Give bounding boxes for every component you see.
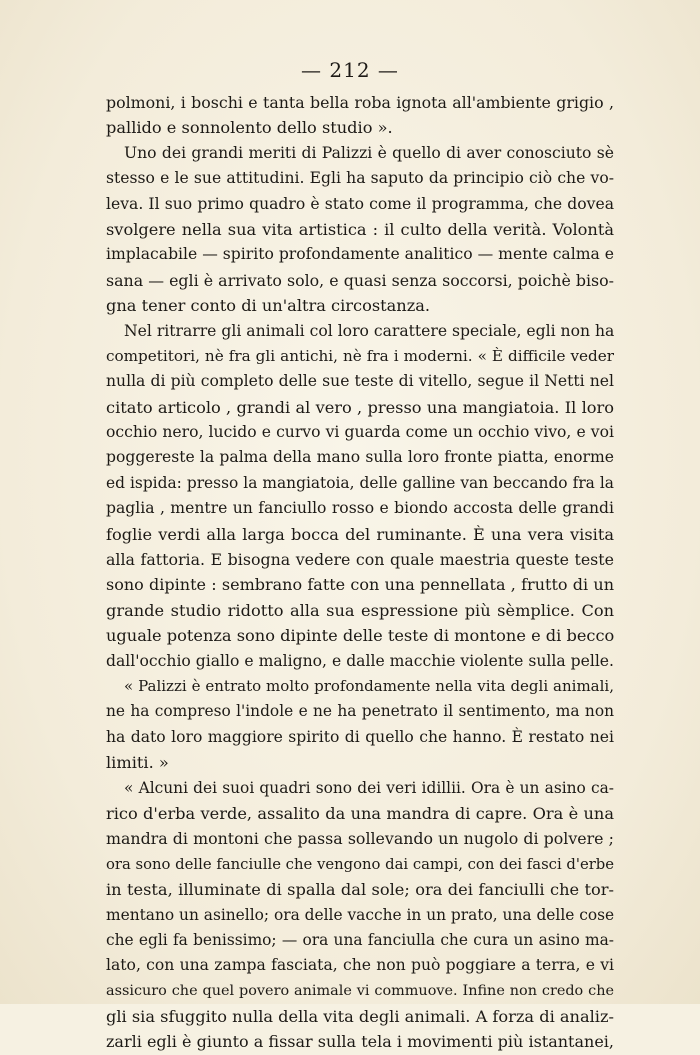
- text-line: foglie verdi alla larga bocca del ruminante. È una vera visita: [106, 524, 614, 544]
- text-line: poggereste la palma della mano sulla loro fronte piatta, enorme: [106, 448, 614, 467]
- text-line: ha dato loro maggiore spirito di quello che hanno. È restato nei: [106, 727, 614, 746]
- text-line: paglia , mentre un fanciullo rosso e biondo accosta delle grandi: [106, 499, 614, 518]
- text-line: occhio nero, lucido e curvo vi guarda come un occhio vivo, e voi: [106, 423, 614, 442]
- text-line: Nel ritrarre gli animali col loro carattere speciale, egli non ha: [124, 321, 614, 340]
- text-line: gna tener conto di un'altra circostanza.: [106, 296, 431, 316]
- text-line: in testa, illuminate di spalla dal sole; ora dei fanciulli che tor-: [106, 880, 614, 900]
- text-line: limiti. »: [106, 753, 169, 773]
- page-number: — 212 —: [301, 58, 399, 82]
- text-line: pallido e sonnolento dello studio ».: [106, 118, 393, 138]
- text-line: gli sia sfuggito nulla della vita degli animali. A forza di analiz-: [106, 1007, 614, 1027]
- text-line: assicuro che quel povero animale vi commuove. Infine non credo che: [106, 982, 614, 999]
- text-line: uguale potenza sono dipinte delle teste di montone e di becco: [106, 626, 614, 646]
- text-line: ora sono delle fanciulle che vengono dai campi, con dei fasci d'erbe: [106, 855, 614, 873]
- body-text: [106, 90, 614, 1055]
- text-line: che egli fa benissimo; — ora una fanciulla che cura un asino ma-: [106, 930, 614, 949]
- text-line: polmoni, i boschi e tanta bella roba ignota all'ambiente grigio ,: [106, 93, 614, 112]
- text-line: nulla di più completo delle sue teste di vitello, segue il Netti nel: [106, 372, 614, 391]
- text-line: « Palizzi è entrato molto profondamente nella vita degli animali,: [124, 676, 614, 695]
- text-line: zarli egli è giunto a fissar sulla tela i movimenti più istantanei,: [106, 1032, 614, 1052]
- text-line: citato articolo , grandi al vero , presso una mangiatoia. Il loro: [106, 397, 614, 417]
- text-line: dall'occhio giallo e maligno, e dalle macchie violente sulla pelle.: [106, 651, 614, 670]
- text-line: lato, con una zampa fasciata, che non può poggiare a terra, e vi: [106, 956, 614, 975]
- text-line: stesso e le sue attitudini. Egli ha saputo da principio ciò che vo-: [106, 169, 614, 188]
- text-line: svolgere nella sua vita artistica : il culto della verità. Volontà: [106, 219, 614, 239]
- text-line: mandra di montoni che passa sollevando un nugolo di polvere ;: [106, 829, 614, 849]
- text-line: alla fattoria. E bisogna vedere con quale maestria queste teste: [106, 550, 614, 570]
- text-line: sana — egli è arrivato solo, e quasi senza soccorsi, poichè biso-: [106, 270, 614, 290]
- text-line: leva. Il suo primo quadro è stato come il programma, che dovea: [106, 194, 614, 213]
- text-line: implacabile — spirito profondamente analitico — mente calma e: [106, 245, 614, 264]
- text-line: grande studio ridotto alla sua espressione più sèmplice. Con: [106, 600, 614, 620]
- text-line: ne ha compreso l'indole e ne ha penetrato il sentimento, ma non: [106, 702, 614, 721]
- text-line: sono dipinte : sembrano fatte con una pennellata , frutto di un: [106, 575, 614, 595]
- text-line: mentano un asinello; ora delle vacche in un prato, una delle cose: [106, 905, 614, 924]
- text-line: competitori, nè fra gli antichi, nè fra i moderni. « È difficile veder: [106, 346, 614, 365]
- text-line: Uno dei grandi meriti di Palizzi è quello di aver conosciuto sè: [124, 143, 614, 162]
- text-line: ed ispida: presso la mangiatoia, delle galline van beccando fra la: [106, 473, 614, 492]
- text-line: rico d'erba verde, assalito da una mandra di capre. Ora è una: [106, 803, 614, 823]
- text-line: « Alcuni dei suoi quadri sono dei veri idillii. Ora è un asino ca-: [124, 778, 614, 797]
